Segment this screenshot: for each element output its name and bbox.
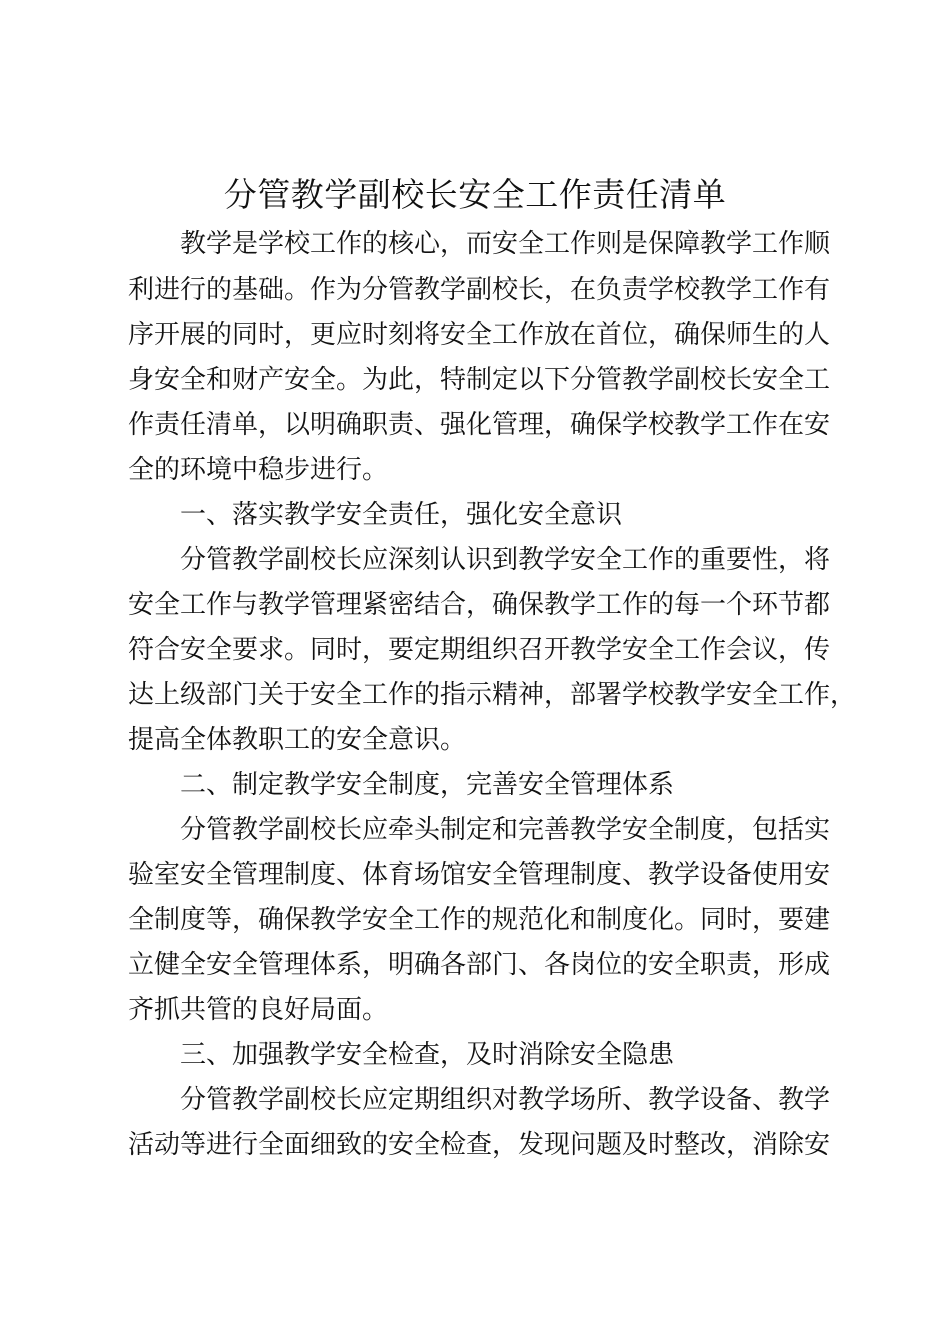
- paragraph-line: 教学是学校工作的核心，而安全工作则是保障教学工作顺: [180, 229, 831, 259]
- paragraph-line: 全制度等，确保教学安全工作的规范化和制度化。同时，要建: [128, 905, 831, 935]
- paragraph-line: 提高全体教职工的安全意识。: [128, 725, 467, 755]
- paragraph-line: 序开展的同时，更应时刻将安全工作放在首位，确保师生的人: [128, 320, 831, 350]
- document-title: 分管教学副校长安全工作责任清单: [223, 175, 727, 214]
- section-heading: 一、落实教学安全责任，强化安全意识: [180, 500, 623, 530]
- paragraph-line: 利进行的基础。作为分管教学副校长，在负责学校教学工作有: [128, 275, 831, 305]
- paragraph-line: 活动等进行全面细致的安全检查，发现问题及时整改，消除安: [128, 1130, 831, 1160]
- section-heading: 三、加强教学安全检查，及时消除安全隐患: [180, 1040, 675, 1070]
- paragraph-line: 分管教学副校长应牵头制定和完善教学安全制度，包括实: [180, 815, 831, 845]
- paragraph-line: 立健全安全管理体系，明确各部门、各岗位的安全职责，形成: [128, 950, 831, 980]
- paragraph-line: 分管教学副校长应定期组织对教学场所、教学设备、教学: [180, 1085, 831, 1115]
- paragraph-line: 齐抓共管的良好局面。: [128, 995, 389, 1025]
- paragraph-line: 达上级部门关于安全工作的指示精神，部署学校教学安全工作，: [128, 680, 857, 710]
- paragraph-line: 身安全和财产安全。为此，特制定以下分管教学副校长安全工: [128, 365, 831, 395]
- paragraph-line: 作责任清单，以明确职责、强化管理，确保学校教学工作在安: [128, 410, 831, 440]
- paragraph-line: 安全工作与教学管理紧密结合，确保教学工作的每一个环节都: [128, 590, 831, 620]
- paragraph-line: 验室安全管理制度、体育场馆安全管理制度、教学设备使用安: [128, 860, 831, 890]
- paragraph-line: 全的环境中稳步进行。: [128, 455, 389, 485]
- paragraph-line: 符合安全要求。同时，要定期组织召开教学安全工作会议，传: [128, 635, 831, 665]
- section-heading: 二、制定教学安全制度，完善安全管理体系: [180, 770, 675, 800]
- paragraph-line: 分管教学副校长应深刻认识到教学安全工作的重要性，将: [180, 545, 831, 575]
